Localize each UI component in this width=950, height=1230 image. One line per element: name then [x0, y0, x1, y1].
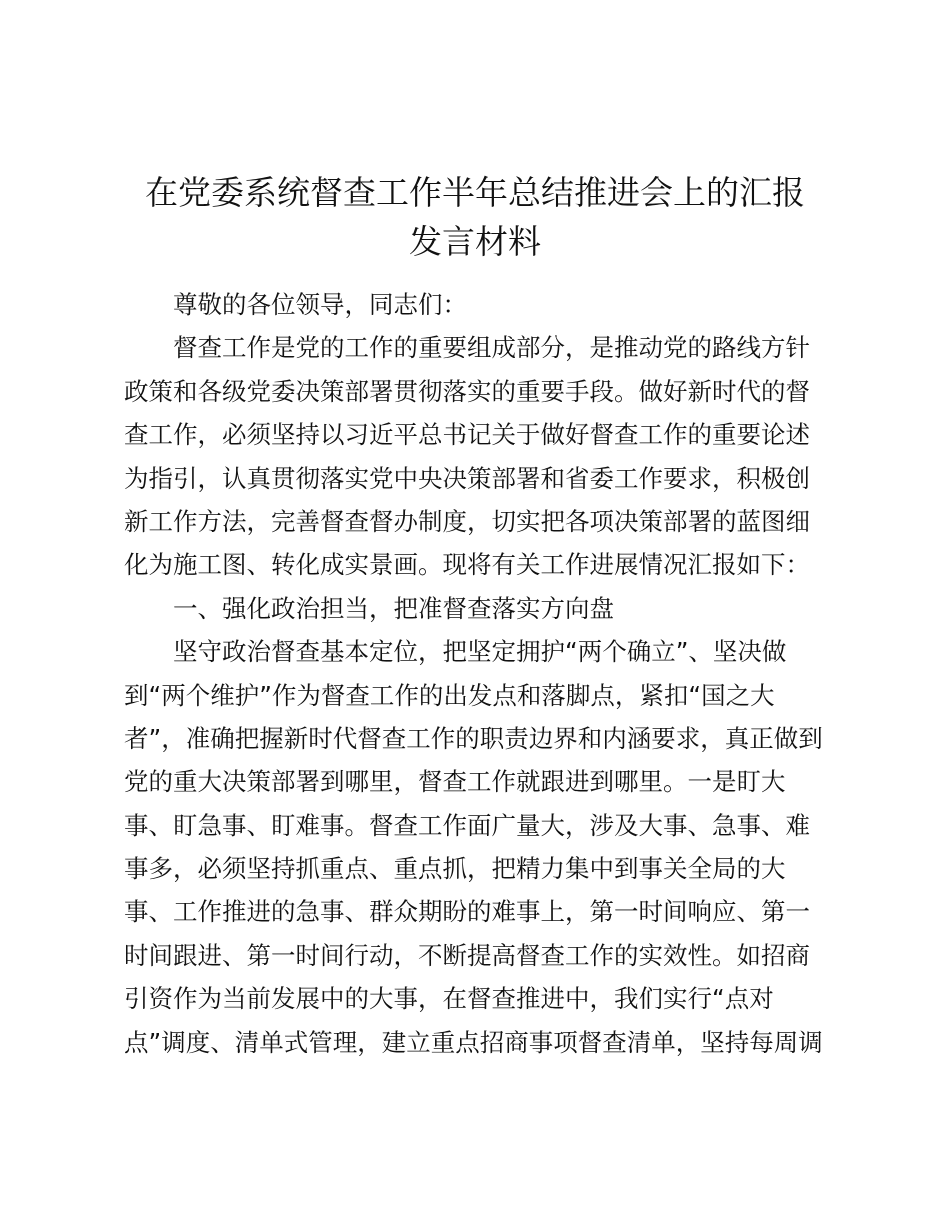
body-text-line: 到“两个维护”作为督查工作的出发点和落脚点，紧扣“国之大 [124, 680, 775, 710]
body-text-line: 查工作，必须坚持以习近平总书记关于做好督查工作的重要论述 [124, 420, 810, 450]
body-text-line: 时间跟进、第一时间行动，不断提高督查工作的实效性。如招商 [124, 940, 810, 970]
body-text-line: 坚守政治督查基本定位，把坚定拥护“两个确立”、坚决做 [173, 637, 787, 667]
document-title [120, 168, 830, 266]
body-text-line: 者”，准确把握新时代督查工作的职责边界和内涵要求，真正做到 [124, 723, 823, 753]
title-line: 发言材料 [409, 222, 541, 261]
body-text-line: 新工作方法，完善督查督办制度，切实把各项决策部署的蓝图细 [124, 506, 810, 536]
body-text-line: 事、盯急事、盯难事。督查工作面广量大，涉及大事、急事、难 [124, 810, 810, 840]
body-text-line: 引资作为当前发展中的大事，在督查推进中，我们实行“点对 [124, 984, 774, 1014]
body-text-line: 事多，必须坚持抓重点、重点抓，把精力集中到事关全局的大 [124, 854, 786, 884]
body-text-line: 党的重大决策部署到哪里，督查工作就跟进到哪里。一是盯大 [124, 767, 786, 797]
body-text-line: 政策和各级党委决策部署贯彻落实的重要手段。做好新时代的督 [124, 376, 810, 406]
body-text-line: 尊敬的各位领导，同志们： [173, 290, 467, 319]
body-text-line: 点”调度、清单式管理，建立重点招商事项督查清单，坚持每周调 [124, 1027, 823, 1057]
body-text-line: 督查工作是党的工作的重要组成部分，是推动党的路线方针 [173, 333, 810, 363]
body-text-line: 事、工作推进的急事、群众期盼的难事上，第一时间响应、第一 [124, 897, 810, 927]
body-text-line: 为指引，认真贯彻落实党中央决策部署和省委工作要求，积极创 [124, 463, 810, 493]
body-text-line: 一、强化政治担当，把准督查落实方向盘 [173, 593, 614, 623]
title-line: 在党委系统督查工作半年总结推进会上的汇报 [145, 173, 805, 212]
document-body [124, 283, 834, 1064]
body-text-line: 化为施工图、转化成实景画。现将有关工作进展情况汇报如下： [124, 550, 810, 580]
